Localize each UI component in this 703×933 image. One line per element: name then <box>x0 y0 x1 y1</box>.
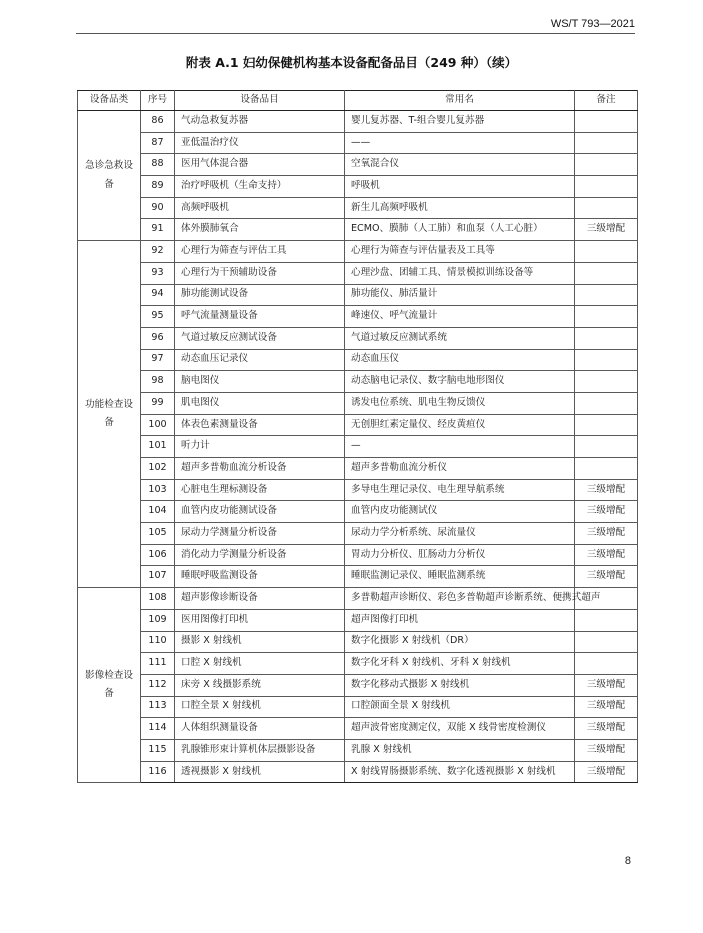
serial-number-cell: 91 <box>141 219 175 241</box>
equipment-item-cell: 乳腺锥形束计算机体层摄影设备 <box>175 739 345 761</box>
table-row <box>78 349 638 371</box>
note-cell: 三级增配 <box>575 479 638 501</box>
serial-number-cell: 97 <box>141 349 175 371</box>
common-name-cell: 诱发电位系统、肌电生物反馈仪 <box>345 392 575 414</box>
table-row <box>78 696 638 718</box>
equipment-item-cell: 气动急救复苏器 <box>175 111 345 133</box>
serial-number-cell: 94 <box>141 284 175 306</box>
equipment-item-cell: 体外膜肺氧合 <box>175 219 345 241</box>
common-name-cell: 多普勒超声诊断仪、彩色多普勒超声诊断系统、便携式超声 <box>345 588 575 610</box>
common-name-cell: 超声多普勒血流分析仪 <box>345 458 575 480</box>
column-header: 设备品类 <box>78 91 141 111</box>
serial-number-cell: 96 <box>141 327 175 349</box>
serial-number-cell: 116 <box>141 761 175 783</box>
equipment-item-cell: 睡眠呼吸监测设备 <box>175 566 345 588</box>
table-title: 附表 A.1 妇幼保健机构基本设备配备品目（249 种）（续） <box>185 55 518 70</box>
serial-number-cell: 112 <box>141 674 175 696</box>
note-cell <box>575 392 638 414</box>
table-row <box>78 674 638 696</box>
table-row <box>78 718 638 740</box>
table-row <box>78 154 638 176</box>
table-row <box>78 544 638 566</box>
serial-number-cell: 99 <box>141 392 175 414</box>
table-row <box>78 631 638 653</box>
table-row <box>78 219 638 241</box>
equipment-item-cell: 心脏电生理标测设备 <box>175 479 345 501</box>
equipment-item-cell: 床旁 X 线摄影系统 <box>175 674 345 696</box>
table-row <box>78 588 638 610</box>
table-row <box>78 479 638 501</box>
note-cell: 三级增配 <box>575 761 638 783</box>
note-cell <box>575 262 638 284</box>
common-name-cell: 肺功能仪、肺活量计 <box>345 284 575 306</box>
common-name-cell: 尿动力学分析系统、尿流量仪 <box>345 523 575 545</box>
serial-number-cell: 87 <box>141 132 175 154</box>
common-name-cell: 婴儿复苏器、T-组合婴儿复苏器 <box>345 111 575 133</box>
common-name-cell: 数字化牙科 X 射线机、牙科 X 射线机 <box>345 653 575 675</box>
category-cell: 功能检查设备 <box>78 241 141 588</box>
common-name-cell: 超声波骨密度测定仪，双能 X 线骨密度检测仪 <box>345 718 575 740</box>
common-name-cell: 心理沙盘、团辅工具、情景模拟训练设备等 <box>345 262 575 284</box>
serial-number-cell: 90 <box>141 197 175 219</box>
table-row <box>78 262 638 284</box>
note-cell: 三级增配 <box>575 718 638 740</box>
serial-number-cell: 102 <box>141 458 175 480</box>
equipment-item-cell: 体表色素测量设备 <box>175 414 345 436</box>
serial-number-cell: 115 <box>141 739 175 761</box>
equipment-item-cell: 医用气体混合器 <box>175 154 345 176</box>
equipment-item-cell: 超声多普勒血流分析设备 <box>175 458 345 480</box>
equipment-item-cell: 摄影 X 射线机 <box>175 631 345 653</box>
equipment-item-cell: 亚低温治疗仪 <box>175 132 345 154</box>
table-row <box>78 761 638 783</box>
table-row <box>78 653 638 675</box>
equipment-item-cell: 肺功能测试设备 <box>175 284 345 306</box>
equipment-item-cell: 呼气流量测量设备 <box>175 306 345 328</box>
serial-number-cell: 109 <box>141 609 175 631</box>
serial-number-cell: 101 <box>141 436 175 458</box>
serial-number-cell: 88 <box>141 154 175 176</box>
table-row <box>78 523 638 545</box>
serial-number-cell: 108 <box>141 588 175 610</box>
equipment-item-cell: 血管内皮功能测试设备 <box>175 501 345 523</box>
serial-number-cell: 86 <box>141 111 175 133</box>
serial-number-cell: 104 <box>141 501 175 523</box>
table-row <box>78 111 638 133</box>
common-name-cell: ECMO、膜肺（人工肺）和血泵（人工心脏） <box>345 219 575 241</box>
serial-number-cell: 111 <box>141 653 175 675</box>
table-row <box>78 392 638 414</box>
table-row <box>78 501 638 523</box>
table-row <box>78 176 638 198</box>
note-cell <box>575 306 638 328</box>
equipment-item-cell: 尿动力学测量分析设备 <box>175 523 345 545</box>
equipment-item-cell: 听力计 <box>175 436 345 458</box>
common-name-cell: 血管内皮功能测试仪 <box>345 501 575 523</box>
note-cell: 三级增配 <box>575 219 638 241</box>
note-cell <box>575 241 638 263</box>
common-name-cell: —— <box>345 132 575 154</box>
common-name-cell: 乳腺 X 射线机 <box>345 739 575 761</box>
note-cell: 三级增配 <box>575 566 638 588</box>
serial-number-cell: 92 <box>141 241 175 263</box>
common-name-cell: 空氧混合仪 <box>345 154 575 176</box>
page-number: 8 <box>624 855 631 867</box>
common-name-cell: 无创胆红素定量仪、经皮黄疸仪 <box>345 414 575 436</box>
equipment-item-cell: 人体组织测量设备 <box>175 718 345 740</box>
common-name-cell: 多导电生理记录仪、电生理导航系统 <box>345 479 575 501</box>
table-row <box>78 132 638 154</box>
table-row <box>78 327 638 349</box>
column-header: 常用名 <box>345 91 575 111</box>
common-name-cell: 动态血压仪 <box>345 349 575 371</box>
equipment-item-cell: 口腔全景 X 射线机 <box>175 696 345 718</box>
note-cell: 三级增配 <box>575 523 638 545</box>
note-cell <box>575 111 638 133</box>
common-name-cell: — <box>345 436 575 458</box>
common-name-cell: 心理行为筛查与评估量表及工具等 <box>345 241 575 263</box>
note-cell: 三级增配 <box>575 501 638 523</box>
equipment-item-cell: 脑电图仪 <box>175 371 345 393</box>
serial-number-cell: 114 <box>141 718 175 740</box>
table-header-row <box>78 91 638 111</box>
column-header: 备注 <box>575 91 638 111</box>
common-name-cell: 超声图像打印机 <box>345 609 575 631</box>
equipment-item-cell: 超声影像诊断设备 <box>175 588 345 610</box>
equipment-item-cell: 透视摄影 X 射线机 <box>175 761 345 783</box>
table-row <box>78 414 638 436</box>
equipment-item-cell: 口腔 X 射线机 <box>175 653 345 675</box>
note-cell <box>575 154 638 176</box>
common-name-cell: 数字化摄影 X 射线机（DR） <box>345 631 575 653</box>
equipment-item-cell: 心理行为干预辅助设备 <box>175 262 345 284</box>
table-row <box>78 241 638 263</box>
column-header: 设备品目 <box>175 91 345 111</box>
serial-number-cell: 105 <box>141 523 175 545</box>
table-row <box>78 371 638 393</box>
serial-number-cell: 110 <box>141 631 175 653</box>
note-cell <box>575 653 638 675</box>
equipment-table <box>77 90 638 783</box>
serial-number-cell: 107 <box>141 566 175 588</box>
category-cell: 急诊急救设备 <box>78 111 141 241</box>
common-name-cell: 新生儿高频呼吸机 <box>345 197 575 219</box>
category-cell: 影像检查设备 <box>78 588 141 783</box>
header-rule <box>76 33 635 34</box>
serial-number-cell: 106 <box>141 544 175 566</box>
note-cell <box>575 284 638 306</box>
note-cell: 三级增配 <box>575 544 638 566</box>
note-cell <box>575 631 638 653</box>
equipment-item-cell: 动态血压记录仪 <box>175 349 345 371</box>
serial-number-cell: 103 <box>141 479 175 501</box>
note-cell <box>575 132 638 154</box>
note-cell <box>575 609 638 631</box>
common-name-cell: 气道过敏反应测试系统 <box>345 327 575 349</box>
note-cell <box>575 436 638 458</box>
equipment-item-cell: 肌电图仪 <box>175 392 345 414</box>
table-row <box>78 436 638 458</box>
serial-number-cell: 100 <box>141 414 175 436</box>
table-row <box>78 739 638 761</box>
table-row <box>78 306 638 328</box>
note-cell: 三级增配 <box>575 696 638 718</box>
serial-number-cell: 98 <box>141 371 175 393</box>
note-cell <box>575 349 638 371</box>
common-name-cell: 数字化移动式摄影 X 射线机 <box>345 674 575 696</box>
note-cell <box>575 197 638 219</box>
common-name-cell: 口腔颌面全景 X 射线机 <box>345 696 575 718</box>
equipment-item-cell: 气道过敏反应测试设备 <box>175 327 345 349</box>
table-row <box>78 566 638 588</box>
equipment-item-cell: 高频呼吸机 <box>175 197 345 219</box>
common-name-cell: 呼吸机 <box>345 176 575 198</box>
common-name-cell: X 射线胃肠摄影系统、数字化透视摄影 X 射线机 <box>345 761 575 783</box>
serial-number-cell: 93 <box>141 262 175 284</box>
serial-number-cell: 89 <box>141 176 175 198</box>
note-cell <box>575 176 638 198</box>
common-name-cell: 动态脑电记录仪、数字脑电地形图仪 <box>345 371 575 393</box>
table-row <box>78 458 638 480</box>
note-cell <box>575 371 638 393</box>
table-row <box>78 197 638 219</box>
note-cell <box>575 458 638 480</box>
common-name-cell: 睡眠监测记录仪、睡眠监测系统 <box>345 566 575 588</box>
equipment-item-cell: 治疗呼吸机（生命支持） <box>175 176 345 198</box>
note-cell: 三级增配 <box>575 674 638 696</box>
note-cell <box>575 327 638 349</box>
table-row <box>78 609 638 631</box>
note-cell: 三级增配 <box>575 739 638 761</box>
serial-number-cell: 113 <box>141 696 175 718</box>
equipment-item-cell: 心理行为筛查与评估工具 <box>175 241 345 263</box>
equipment-item-cell: 消化动力学测量分析设备 <box>175 544 345 566</box>
standard-code: WS/T 793—2021 <box>550 18 635 30</box>
equipment-item-cell: 医用图像打印机 <box>175 609 345 631</box>
serial-number-cell: 95 <box>141 306 175 328</box>
column-header: 序号 <box>141 91 175 111</box>
note-cell <box>575 414 638 436</box>
common-name-cell: 胃动力分析仪、肛肠动力分析仪 <box>345 544 575 566</box>
table-row <box>78 284 638 306</box>
common-name-cell: 峰速仪、呼气流量计 <box>345 306 575 328</box>
